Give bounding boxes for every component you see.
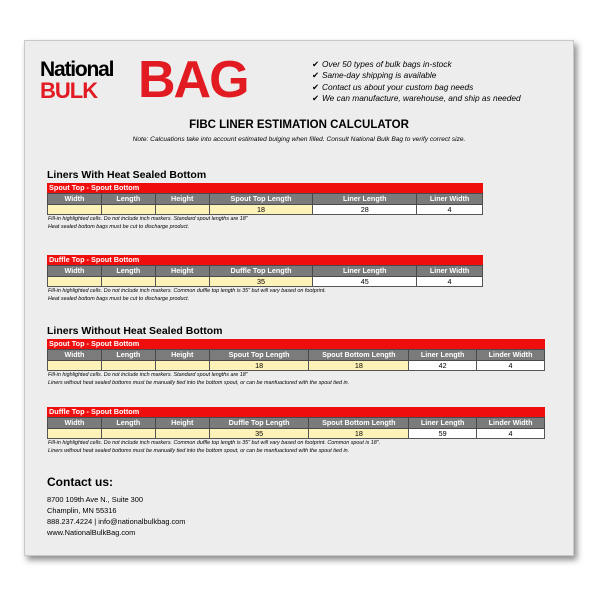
duffle-top-length-input-cell[interactable]: 35 <box>209 428 309 439</box>
liner-length-result: 42 <box>409 360 477 371</box>
col-header-spout-top-length: Spout Top Length <box>209 194 313 205</box>
length-input-cell[interactable] <box>101 428 155 439</box>
table-footnote: Fill-in highlighted cells. Do not include inch markers. Standard spout lengths are 18" <box>48 216 248 222</box>
table-header-row <box>48 350 545 361</box>
check-icon: ✔ <box>312 93 319 104</box>
col-header-liner-length: Liner Length <box>409 350 477 361</box>
calc-block-duffle-top-no-heat-seal <box>47 407 545 455</box>
feature-item: ✔ Over 50 types of bulk bags in-stock <box>312 59 452 69</box>
col-header-width: Width <box>48 418 102 429</box>
width-input-cell[interactable] <box>48 360 102 371</box>
table-footnote: Liners without heat sealed bottoms must be manually tied into the bottom spout, or can be manfuactured with the spout tied in. <box>48 448 350 454</box>
calculation-note: Note: Calcuations take into account estimated bulging when filled. Consult National Bulk Bag to verify correct size. <box>132 136 466 143</box>
national-bulk-bag-logo <box>40 51 280 109</box>
calc-block-spout-top-heat-sealed <box>47 183 483 231</box>
col-header-length: Length <box>101 418 155 429</box>
table-header-row <box>48 266 483 277</box>
calc-type-bar: Duffle Top - Spout Bottom <box>47 255 483 265</box>
logo-bag: BAG <box>138 51 248 109</box>
table-row <box>48 276 483 287</box>
linder-width-result: 4 <box>477 360 545 371</box>
liner-length-result: 28 <box>313 204 417 215</box>
spout-top-length-input-cell[interactable]: 18 <box>209 204 313 215</box>
col-header-height: Height <box>155 418 209 429</box>
col-header-length: Length <box>101 194 155 205</box>
col-header-width: Width <box>48 350 102 361</box>
liner-width-result: 4 <box>417 204 483 215</box>
feature-item: ✔ Contact us about your custom bag needs <box>312 81 474 92</box>
liner-length-result: 59 <box>409 428 477 439</box>
height-input-cell[interactable] <box>155 204 209 215</box>
col-header-height: Height <box>155 266 209 277</box>
calc-table <box>47 349 545 371</box>
col-header-duffle-top-length: Duffle Top Length <box>209 266 313 277</box>
col-header-length: Length <box>101 350 155 361</box>
check-icon: ✔ <box>312 70 319 81</box>
col-header-spout-bottom-length: Spout Bottom Length <box>309 418 409 429</box>
feature-item: ✔ Same-day shipping is available <box>312 70 437 81</box>
col-header-spout-top-length: Spout Top Length <box>209 350 309 361</box>
check-icon: ✔ <box>312 59 319 69</box>
length-input-cell[interactable] <box>101 360 155 371</box>
contact-heading: Contact us: <box>47 475 113 489</box>
contact-address-line2: Champlin, MN 55316 <box>47 506 117 515</box>
liner-width-result: 4 <box>417 276 483 287</box>
table-header-row <box>48 194 483 205</box>
col-header-liner-length: Liner Length <box>409 418 477 429</box>
col-header-length: Length <box>101 266 155 277</box>
calculator-sheet <box>24 40 574 556</box>
duffle-top-length-input-cell[interactable]: 35 <box>209 276 313 287</box>
section-heading-heat-sealed: Liners With Heat Sealed Bottom <box>47 169 207 181</box>
height-input-cell[interactable] <box>155 276 209 287</box>
length-input-cell[interactable] <box>101 204 155 215</box>
table-row <box>48 204 483 215</box>
col-header-duffle-top-length: Duffle Top Length <box>209 418 309 429</box>
table-row <box>48 428 545 439</box>
contact-address-line1: 8700 109th Ave N., Suite 300 <box>47 495 144 504</box>
contact-website-link[interactable]: www.NationalBulkBag.com <box>47 528 136 537</box>
section-heading-without-heat-sealed: Liners Without Heat Sealed Bottom <box>47 325 223 337</box>
col-header-width: Width <box>48 194 102 205</box>
table-footnote: Liners without heat sealed bottoms must be manually tied into the bottom spout, or can be manfuactured with the spout tied in. <box>48 380 350 386</box>
calc-block-duffle-top-heat-sealed <box>47 255 483 303</box>
table-footnote: Heat sealed bottom bags must be cut to discharge product. <box>48 224 190 230</box>
calc-table <box>47 417 545 439</box>
calc-table <box>47 193 483 215</box>
length-input-cell[interactable] <box>101 276 155 287</box>
table-row <box>48 360 545 371</box>
linder-width-result: 4 <box>477 428 545 439</box>
table-header-row <box>48 418 545 429</box>
logo-national: National <box>40 58 114 81</box>
calc-block-spout-top-no-heat-seal <box>47 339 545 387</box>
col-header-height: Height <box>155 194 209 205</box>
height-input-cell[interactable] <box>155 360 209 371</box>
calc-type-bar: Duffle Top - Spout Bottom <box>47 407 545 417</box>
col-header-linder-width: Linder Width <box>477 418 545 429</box>
table-footnote: Fill-in highlighted cells. Do not include inch markers. Common duffle top length is 35" but will vary based on footprint. Common spout is 18". <box>48 440 381 446</box>
col-header-liner-length: Liner Length <box>313 266 417 277</box>
calc-type-bar: Spout Top - Spout Bottom <box>47 339 545 349</box>
check-icon: ✔ <box>312 81 319 92</box>
col-header-liner-width: Liner Width <box>417 194 483 205</box>
col-header-height: Height <box>155 350 209 361</box>
col-header-linder-width: Linder Width <box>477 350 545 361</box>
feature-list <box>312 59 521 105</box>
height-input-cell[interactable] <box>155 428 209 439</box>
table-footnote: Fill-in highlighted cells. Do not include inch markers. Standard spout lengths are 18" <box>48 372 248 378</box>
spout-bottom-length-input-cell[interactable]: 18 <box>309 428 409 439</box>
col-header-width: Width <box>48 266 102 277</box>
contact-section <box>47 475 185 538</box>
liner-length-result: 45 <box>313 276 417 287</box>
width-input-cell[interactable] <box>48 428 102 439</box>
page-title: FIBC LINER ESTIMATION CALCULATOR <box>189 119 409 131</box>
width-input-cell[interactable] <box>48 204 102 215</box>
calc-table <box>47 265 483 287</box>
calc-type-bar: Spout Top - Spout Bottom <box>47 183 483 193</box>
spout-bottom-length-input-cell[interactable]: 18 <box>309 360 409 371</box>
table-footnote: Fill-in highlighted cells. Do not include inch markers. Common duffle top length is 35" but will vary based on footprint. <box>48 288 326 294</box>
col-header-liner-length: Liner Length <box>313 194 417 205</box>
logo-bulk: BULK <box>40 78 98 103</box>
spout-top-length-input-cell[interactable]: 18 <box>209 360 309 371</box>
col-header-spout-bottom-length: Spout Bottom Length <box>309 350 409 361</box>
width-input-cell[interactable] <box>48 276 102 287</box>
contact-phone-email[interactable]: 888.237.4224 | info@nationalbulkbag.com <box>47 517 186 526</box>
table-footnote: Heat sealed bottom bags must be cut to discharge product. <box>48 296 190 302</box>
feature-item: ✔ We can manufacture, warehouse, and ship as needed <box>312 93 521 104</box>
col-header-liner-width: Liner Width <box>417 266 483 277</box>
